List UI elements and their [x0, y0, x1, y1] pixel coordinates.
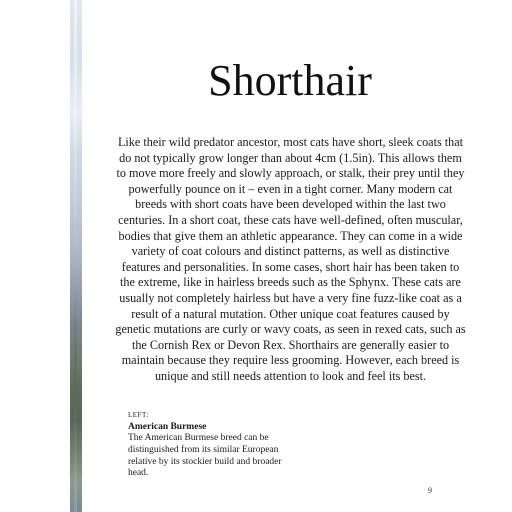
caption-label: LEFT:	[128, 411, 149, 419]
caption-text: The American Burmese breed can be distinguished from its similar European relative by its stockier build and broader head.	[128, 433, 282, 479]
photo-caption	[128, 410, 288, 480]
page-title: Shorthair	[208, 56, 372, 105]
caption-title: American Burmese	[128, 422, 207, 432]
cat-photo-edge	[0, 0, 82, 512]
body-paragraph: Like their wild predator ancestor, most cats have short, sleek coats that do not typically grow longer than about 4cm (1.5in). This allows them to move more freely and slowly approach, or stalk, their prey until they powerfully pounce on it – even in a tight corner. Many modern cat breeds with short coats have been developed within the last two centuries. In a short coat, these cats have well-defined, often muscular, bodies that give them an athletic appearance. They can come in a wide variety of coat colours and distinct patterns, as well as distinctive features and personalities. In some cases, short hair has been taken to the extreme, like in hairless breeds such as the Sphynx. These cats are usually not completely hairless but have a very fine fuzz-like coat as a result of a natural mutation. Other unique coat features caused by genetic mutations are curly or wavy coats, as seen in rexed cats, such as the Cornish Rex or Devon Rex. Shorthairs are generally easier to maintain because they require less grooming. However, each breed is unique and still needs attention to look and feel its best.	[115, 135, 466, 383]
page-number: 9	[428, 486, 432, 495]
photo-edge-highlight	[74, 0, 77, 512]
